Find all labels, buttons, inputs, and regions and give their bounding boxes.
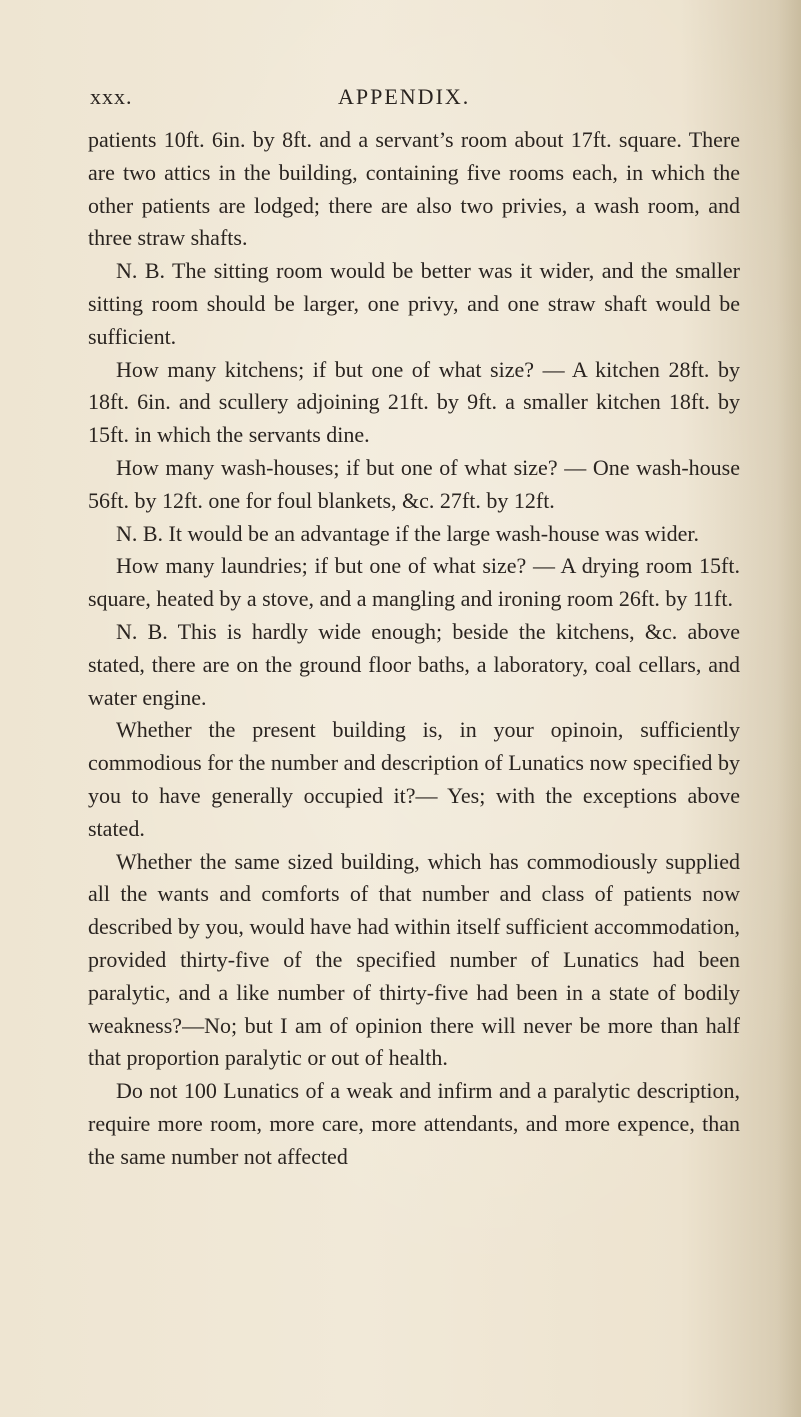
paragraph: Whether the same sized building, which has commodiously supplied all the wants and comforts of that number and class of patients now described by you, would have had within itself sufficient accommodation, provided thirty-five of the specified number of Lunatics had been paralytic, and a like number of thirty-five had been in a state of bodily weakness?—No; but I am of opinion there will never be more than half that proportion paralytic or out of health. [88, 848, 740, 1071]
paragraph: N. B. It would be an advantage if the large wash-house was wider. [116, 520, 700, 546]
paragraph: patients 10ft. 6in. by 8ft. and a servant’s room about 17ft. square. There are two attics in the building, containing five rooms each, in which the other patients are lodged; there are also two privies, a wash room, and three straw shafts. [88, 127, 740, 251]
running-head [90, 84, 710, 124]
paragraph: How many kitchens; if but one of what size? — A kitchen 28ft. by 18ft. 6in. and scullery adjoining 21ft. by 9ft. a smaller kitchen 18ft. by 15ft. in which the servants dine. [88, 356, 740, 448]
paragraph: Whether the present building is, in your opinoin, sufficiently commodious for the number and description of Lunatics now specified by you to have generally occupied it?— Yes; with the exceptions above stated. [88, 717, 740, 841]
paragraph: How many laundries; if but one of what size? — A drying room 15ft. square, heated by a stove, and a mangling and ironing room 26ft. by 11ft. [88, 553, 740, 612]
running-title: APPENDIX. [338, 84, 471, 109]
paragraph: N. B. This is hardly wide enough; beside the kitchens, &c. above stated, there are on the ground floor baths, a laboratory, coal cellars, and water engine. [88, 618, 740, 710]
paragraph: Do not 100 Lunatics of a weak and infirm and a paralytic description, require more room, more care, more attendants, and more expence, than the same number not affected [88, 1078, 740, 1169]
paragraph: How many wash-houses; if but one of what size? — One wash-house 56ft. by 12ft. one for foul blankets, &c. 27ft. by 12ft. [88, 454, 740, 513]
page-number: xxx. [90, 84, 133, 109]
body-text [88, 124, 740, 1174]
paragraph: N. B. The sitting room would be better was it wider, and the smaller sitting room should be larger, one privy, and one straw shaft would be sufficient. [88, 258, 740, 349]
